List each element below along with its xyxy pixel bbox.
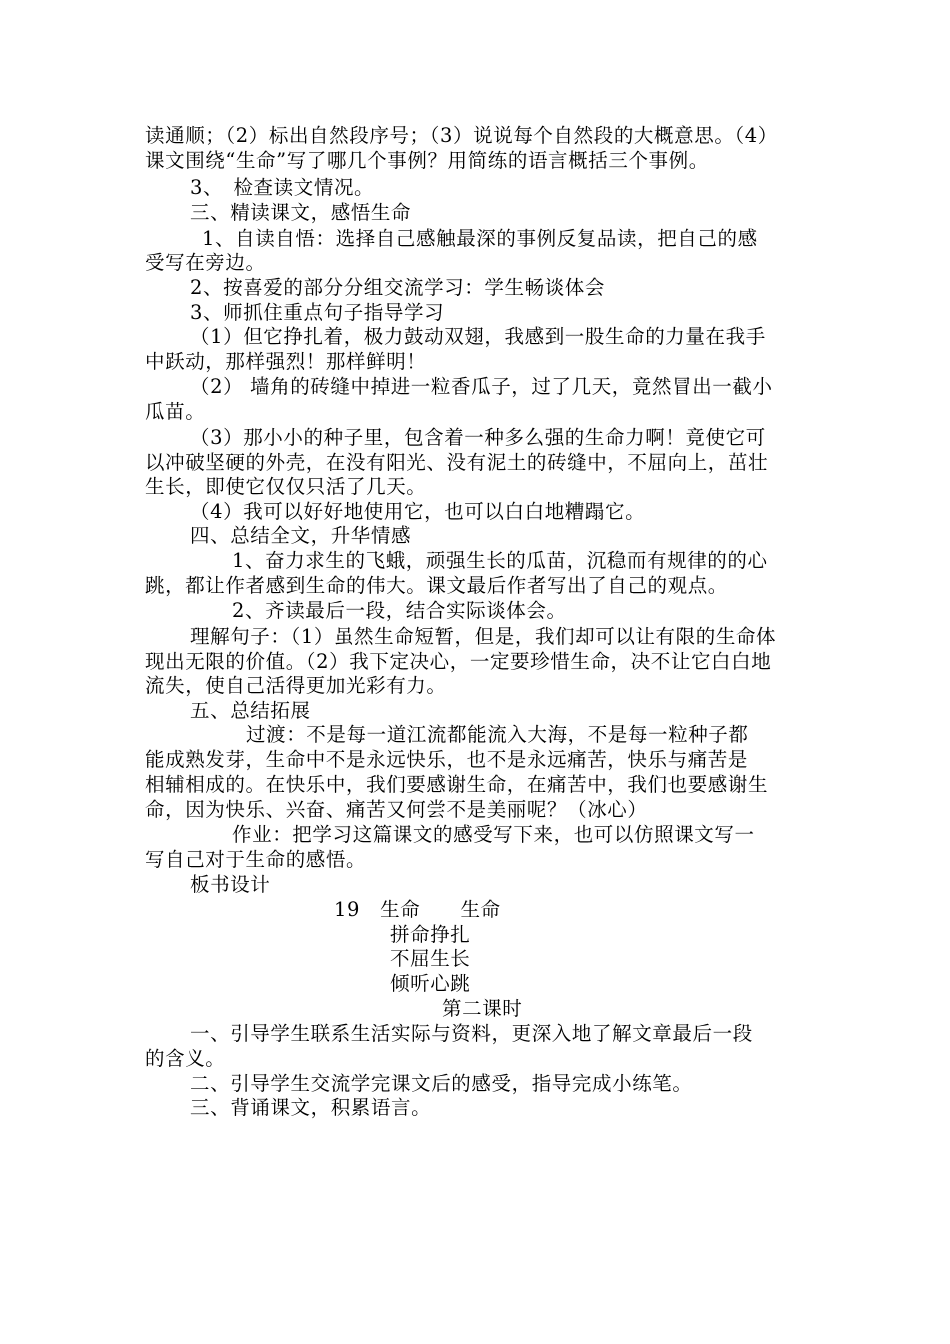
text-line: 3、 检查读文情况。 — [190, 176, 375, 199]
text-line: （2） 墙角的砖缝中掉进一粒香瓜子，过了几天，竟然冒出一截小 — [190, 375, 773, 398]
section-heading: 三、精读课文，感悟生命 — [190, 201, 412, 224]
text-line: 的含义。 — [145, 1047, 226, 1070]
board-title: 19 生命 生命 — [334, 898, 501, 921]
text-line: 命，因为快乐、兴奋、痛苦又何尝不是美丽呢？（冰心） — [145, 798, 648, 821]
text-line: 生长，即使它仅仅只活了几天。 — [145, 475, 427, 498]
text-line: 中跃动，那样强烈！那样鲜明！ — [145, 350, 427, 373]
text-line: （1）但它挣扎着，极力鼓动双翅，我感到一股生命的力量在我手 — [190, 325, 766, 348]
section-heading: 四、总结全文，升华情感 — [190, 524, 412, 547]
text-line: （3）那小小的种子里，包含着一种多么强的生命力啊！竟使它可 — [190, 426, 766, 449]
text-line: 以冲破坚硬的外壳，在没有阳光、没有泥土的砖缝中，不屈向上，茁壮 — [145, 451, 769, 474]
text-line: 写自己对于生命的感悟。 — [145, 848, 367, 871]
text-line: 受写在旁边。 — [145, 251, 266, 274]
text-line: 3、师抓住重点句子指导学习 — [190, 301, 445, 324]
text-line: 1、自读自悟：选择自己感触最深的事例反复品读，把自己的感 — [202, 227, 758, 250]
text-line: 流失，使自己活得更加光彩有力。 — [145, 674, 447, 697]
text-line: 读通顺；（2）标出自然段序号；（3）说说每个自然段的大概意思。（4） — [145, 124, 778, 147]
text-line: 过渡：不是每一道江流都能流入大海，不是每一粒种子都 — [246, 723, 749, 746]
lesson-title: 第二课时 — [442, 997, 523, 1020]
text-line: 理解句子：（1）虽然生命短暂，但是，我们却可以让有限的生命体 — [190, 625, 777, 648]
text-line: 现出无限的价值。（2）我下定决心，一定要珍惜生命，决不让它白白地 — [145, 650, 772, 673]
board-item: 不屈生长 — [390, 947, 471, 970]
text-line: 能成熟发芽，生命中不是永远快乐，也不是永远痛苦，快乐与痛苦是 — [145, 748, 749, 771]
text-line: 相辅相成的。在快乐中，我们要感谢生命，在痛苦中，我们也要感谢生 — [145, 773, 769, 796]
board-item: 拼命挣扎 — [390, 923, 471, 946]
section-heading: 板书设计 — [190, 873, 271, 896]
text-line: （4）我可以好好地使用它，也可以白白地糟蹋它。 — [190, 500, 646, 523]
text-line: 2、按喜爱的部分分组交流学习：学生畅谈体会 — [190, 276, 606, 299]
section-heading: 五、总结拓展 — [190, 699, 311, 722]
text-line: 三、背诵课文，积累语言。 — [190, 1096, 432, 1119]
board-item: 倾听心跳 — [390, 972, 471, 995]
text-line: 1、奋力求生的飞蛾，顽强生长的瓜苗，沉稳而有规律的的心 — [232, 549, 768, 572]
text-line: 瓜苗。 — [145, 400, 206, 423]
text-line: 课文围绕“生命”写了哪几个事例？用简练的语言概括三个事例。 — [145, 149, 709, 172]
text-line: 二、引导学生交流学完课文后的感受，指导完成小练笔。 — [190, 1072, 693, 1095]
text-line: 一、引导学生联系生活实际与资料，更深入地了解文章最后一段 — [190, 1022, 753, 1045]
text-line: 2、齐读最后一段，结合实际谈体会。 — [232, 599, 567, 622]
text-line: 跳，都让作者感到生命的伟大。课文最后作者写出了自己的观点。 — [145, 574, 728, 597]
text-line: 作业：把学习这篇课文的感受写下来，也可以仿照课文写一 — [232, 823, 755, 846]
